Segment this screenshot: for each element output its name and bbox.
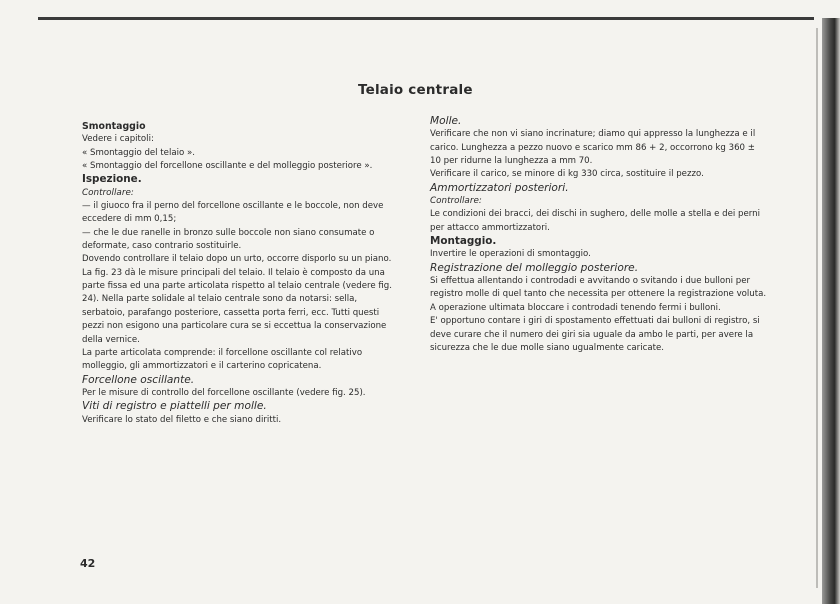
- paragraph: — il giuoco fra il perno del forcellone oscillante e le boccole, non deve eccedere di mm 0,15;: [82, 201, 384, 225]
- paragraph: « Smontaggio del forcellone oscillante e del molleggio posteriore ».: [82, 161, 373, 172]
- paragraph: Vedere i capitoli:: [82, 134, 154, 145]
- paragraph: Verificare il carico, se minore di kg 330 circa, sostituire il pezzo.: [430, 169, 704, 180]
- heading-ammortizzatori-posteriori: Ammortizzatori posteriori.: [430, 181, 569, 194]
- subheading-controllare: Controllare:: [430, 196, 482, 207]
- paragraph: La parte articolata comprende: il forcellone oscillante col relativo molleggio, gli ammortizzatori e il carterino copricatena.: [82, 347, 363, 372]
- heading-forcellone-oscillante: Forcellone oscillante.: [82, 373, 195, 386]
- subheading-controllare: Controllare:: [82, 187, 134, 198]
- paragraph: Le condizioni dei bracci, dei dischi in sughero, delle molle a stella e dei perni per attacco ammortizzatori.: [430, 209, 760, 233]
- heading-registrazione-molleggio: Registrazione del molleggio posteriore.: [430, 261, 639, 274]
- paragraph: Per le misure di controllo del forcellone oscillante (vedere fig. 25).: [82, 387, 366, 398]
- page-number: 42: [80, 557, 96, 570]
- paragraph: Verificare che non vi siano incrinature; diamo qui appresso la lunghezza e il carico. Lunghezza a pezzo nuovo e scarico mm 86 + 2, occorrono kg 360 ± 10 per ridurne la lunghezza a mm 70.: [430, 129, 756, 167]
- paragraph: Si effettua allentando i controdadi e avvitando o svitando i due bulloni per registro molle di quel tanto che necessita per ottenere la registrazione voluta. A operazione ultimata bloccare i controdadi tenendo fermi i bulloni.: [430, 276, 767, 313]
- heading-viti-di-registro: Viti di registro e piattelli per molle.: [82, 400, 267, 413]
- paragraph: E' opportuno contare i giri di spostamento effettuati dai bulloni di registro, si deve curare che il numero dei giri sia uguale da ambo le parti, per avere la sicurezza che le due molle siano ugualmente caricate.: [430, 316, 760, 353]
- top-rule: [38, 17, 814, 20]
- paragraph: Dovendo controllare il telaio dopo un urto, occorre disporlo su un piano. La fig. 23 dà le misure principali del telaio. Il telaio è composto da una parte fissa ed una parte articolata rispetto al telaio centrale (vedere fig. 24). Nella parte solidale al telaio centrale sono da notarsi: sella, serbatoio, parafango posteriore, cassetta porta ferri, ecc. Tutti questi pezzi non esigono una particolare cura se si eccettua la conservazione della vernice.: [82, 254, 392, 345]
- paragraph: Verificare lo stato del filetto e che siano diritti.: [82, 414, 282, 425]
- right-column: [430, 115, 768, 355]
- heading-molle: Molle.: [430, 115, 462, 127]
- paragraph: — che le due ranelle in bronzo sulle boccole non siano consumate o deformate, caso contrario sostituirle.: [82, 227, 375, 252]
- page-binding-edge: [822, 18, 840, 604]
- heading-smontaggio: Smontaggio: [82, 121, 146, 132]
- left-column: [82, 120, 400, 427]
- heading-ispezione: Ispezione.: [82, 173, 142, 186]
- heading-montaggio: Montaggio.: [430, 235, 497, 248]
- paragraph: « Smontaggio del telaio ».: [82, 147, 195, 158]
- page-edge-line: [816, 28, 818, 588]
- page-title: Telaio centrale: [358, 82, 473, 98]
- paragraph: Invertire le operazioni di smontaggio.: [430, 249, 591, 260]
